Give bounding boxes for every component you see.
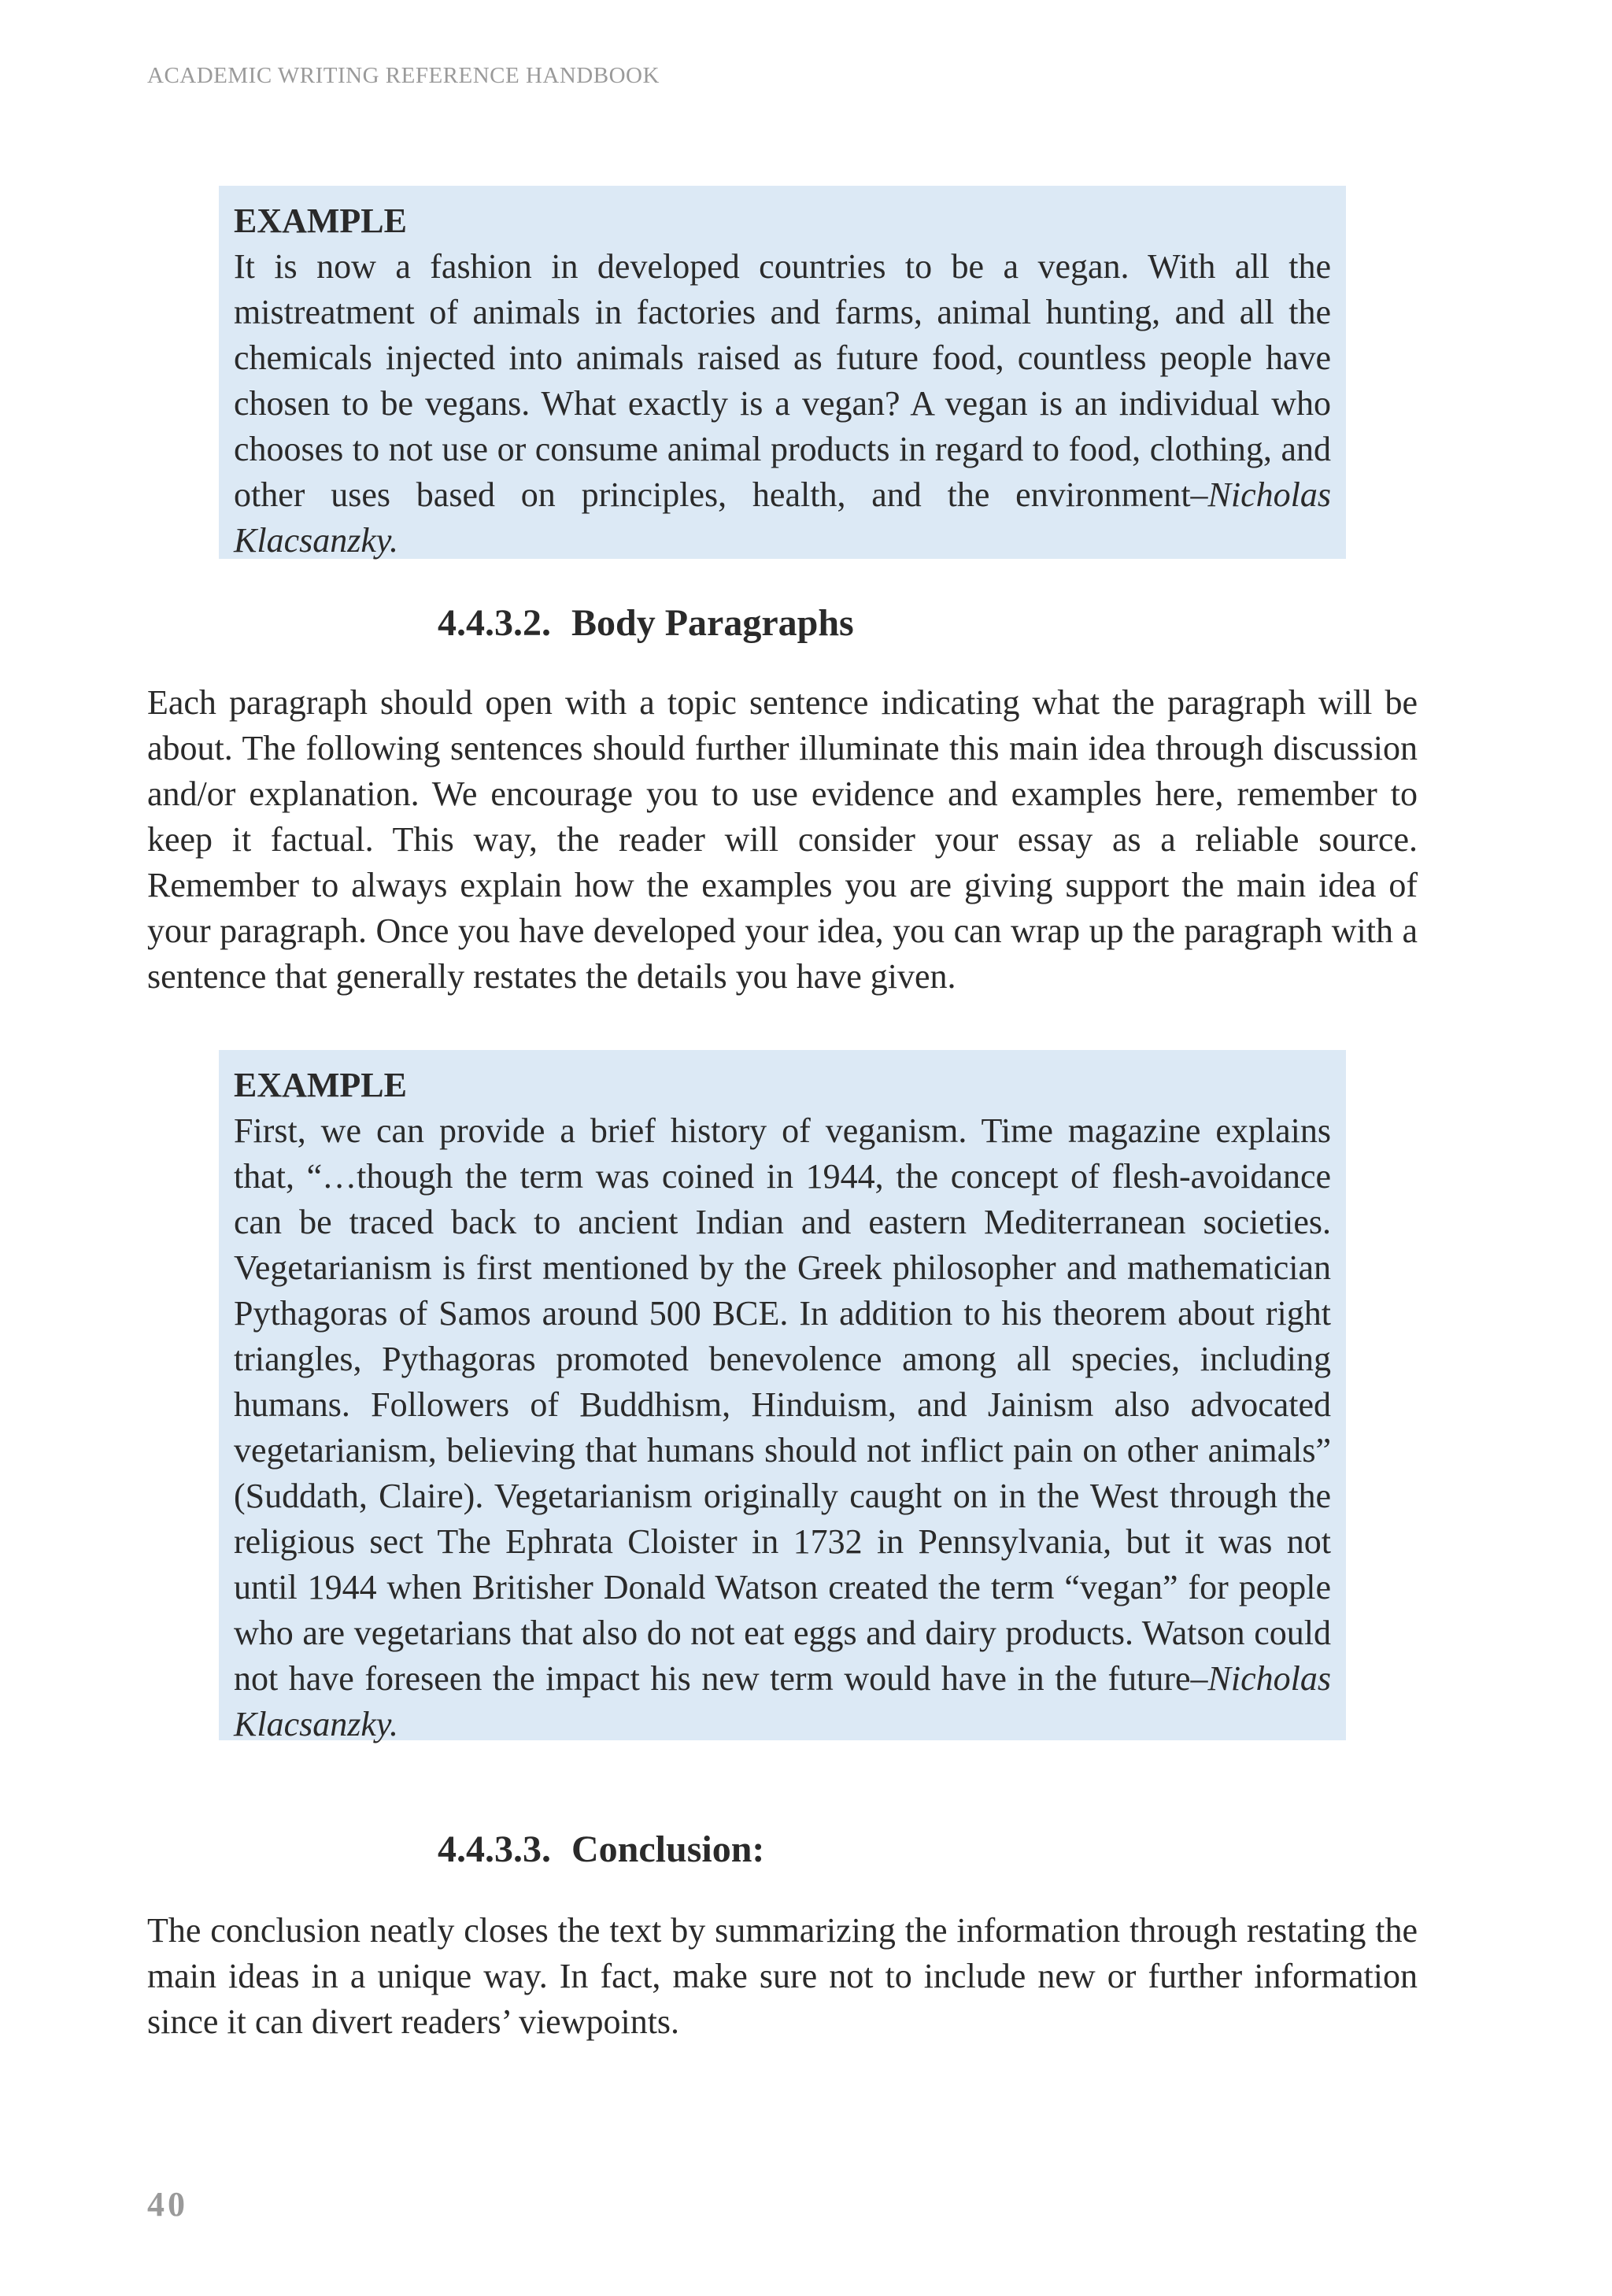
example-body-text: It is now a fashion in developed countries to be a vegan. With all the mistreatment of animals in factories and farms, animal hunting, and all the chemicals injected into animals raised as future food, countless people have chosen to be vegans. What exactly is a vegan? A vegan is an individual who chooses to not use or consume animal products in regard to food, clothing, and other uses based on principles, health, and the environment– bbox=[234, 247, 1331, 514]
body-paragraphs-text: Each paragraph should open with a topic sentence indicating what the paragraph will be about. The following sentences should further illuminate this main idea through discussion and/or explanation. We encourage you to use evidence and examples here, remember to keep it factual. This way, the reader will consider your essay as a reliable source. Remember to always explain how the examples you are giving support the main idea of your paragraph. Once you have developed your idea, you can wrap up the paragraph with a sentence that generally restates the details you have given. bbox=[147, 683, 1418, 996]
page-number: 40 bbox=[147, 2185, 188, 2224]
example-label: EXAMPLE bbox=[234, 1066, 407, 1104]
section-heading-conclusion bbox=[438, 1828, 764, 1871]
example-box-body bbox=[219, 1050, 1346, 1743]
conclusion-text: The conclusion neatly closes the text by summarizing the information through restating the main ideas in a unique way. In fact, make sure not to include new or further information since it can divert readers’ viewpoints. bbox=[147, 1911, 1418, 2041]
section-title: Conclusion: bbox=[571, 1828, 765, 1870]
section-heading-body-paragraphs bbox=[438, 601, 854, 645]
section-number: 4.4.3.2. bbox=[438, 602, 551, 644]
example-label: EXAMPLE bbox=[234, 202, 407, 240]
section-number: 4.4.3.3. bbox=[438, 1828, 551, 1870]
example-attribution: Nicholas Klacsanzky. bbox=[234, 1659, 1331, 1743]
example-text bbox=[234, 1108, 1331, 1747]
section-title: Body Paragraphs bbox=[571, 602, 854, 644]
example-text bbox=[234, 244, 1331, 564]
example-box-intro bbox=[219, 186, 1346, 559]
example-body-text: First, we can provide a brief history of veganism. Time magazine explains that, “…though the term was coined in 1944, the concept of flesh-avoidance can be traced back to ancient Indian and eastern Mediterranean societies. Vegetarianism is first mentioned by the Greek philosopher and mathematician Pythagoras of Samos around 500 BCE. In addition to his theorem about right triangles, Pythagoras promoted benevolence among all species, including humans. Followers of Buddhism, Hinduism, and Jainism also advocated vegetarianism, believing that humans should not inflict pain on other animals” (Suddath, Claire). Vegetarianism originally caught on in the West through the religious sect The Ephrata Cloister in 1732 in Pennsylvania, but it was not until 1944 when Britisher Donald Watson created the term “vegan” for people who are vegetarians that also do not eat eggs and dairy products. Watson could not have foreseen the impact his new term would have in the future– bbox=[234, 1111, 1331, 1698]
running-header: ACADEMIC WRITING REFERENCE HANDBOOK bbox=[147, 63, 660, 88]
example-attribution: Nicholas Klacsanzky. bbox=[234, 475, 1331, 560]
